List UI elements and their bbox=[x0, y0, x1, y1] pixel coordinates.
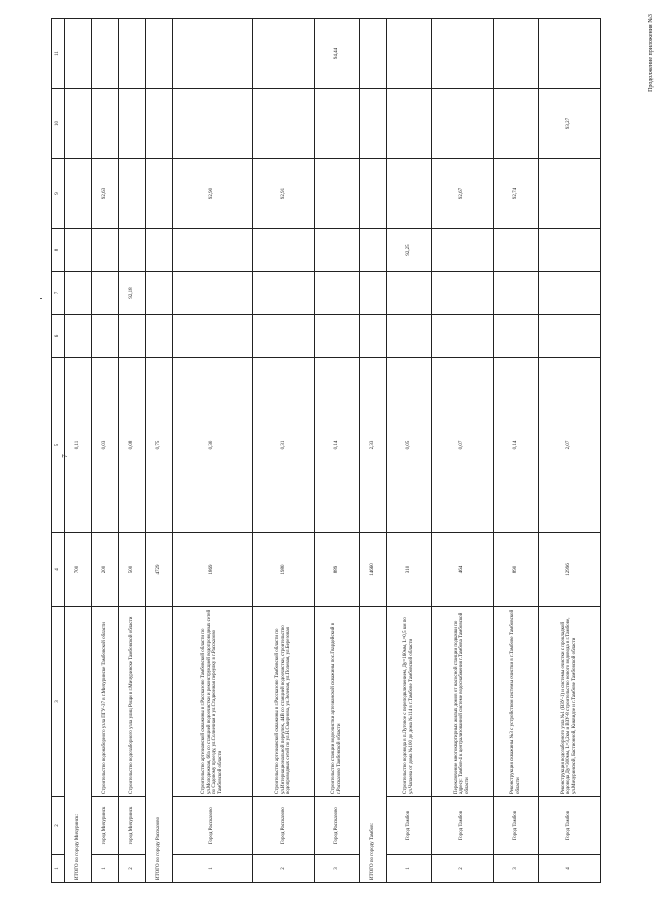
empty-cell bbox=[65, 315, 92, 358]
row-value-c7 bbox=[172, 272, 252, 315]
row-city: Город Тамбов bbox=[538, 797, 600, 855]
row-value-c10 bbox=[386, 89, 431, 159]
row-value-c6 bbox=[172, 315, 252, 358]
row-value-c11 bbox=[118, 19, 145, 89]
header-row bbox=[52, 19, 65, 883]
row-value-c9 bbox=[118, 159, 145, 229]
empty-cell bbox=[359, 89, 386, 159]
total-label: ИТОГО по городу Рассказово bbox=[145, 607, 172, 883]
total-cost: 14660 bbox=[359, 533, 386, 607]
row-value-c8 bbox=[91, 229, 118, 272]
row-value-c10 bbox=[493, 89, 538, 159]
row-value-c4: 889 bbox=[315, 533, 360, 607]
row-value-c5: 0,14 bbox=[315, 358, 360, 533]
table-row bbox=[91, 19, 118, 883]
empty-cell bbox=[145, 229, 172, 272]
row-value-c5: 0,14 bbox=[493, 358, 538, 533]
row-value-c5: 0,30 bbox=[172, 358, 252, 533]
row-value-c7 bbox=[538, 272, 600, 315]
row-value-c11 bbox=[252, 19, 314, 89]
row-value-c11 bbox=[91, 19, 118, 89]
empty-cell bbox=[65, 272, 92, 315]
row-value-c5: 0,08 bbox=[118, 358, 145, 533]
investment-table bbox=[51, 18, 601, 883]
row-city: Город Тамбов bbox=[493, 797, 538, 855]
header-cell: 5 bbox=[52, 358, 65, 533]
row-value-c9 bbox=[315, 159, 360, 229]
row-value-c6 bbox=[315, 315, 360, 358]
row-value-c5: 0,05 bbox=[386, 358, 431, 533]
row-value-c10 bbox=[431, 89, 493, 159]
row-city: город Мичуринск bbox=[91, 797, 118, 855]
row-value-c8 bbox=[538, 229, 600, 272]
row-value-c7 bbox=[91, 272, 118, 315]
row-value-c6 bbox=[493, 315, 538, 358]
row-number: 1 bbox=[386, 855, 431, 883]
row-value-c4: 12996 bbox=[538, 533, 600, 607]
table-row bbox=[386, 19, 431, 883]
header-cell: 2 bbox=[52, 797, 65, 855]
row-value-c11 bbox=[538, 19, 600, 89]
row-value-c8 bbox=[118, 229, 145, 272]
empty-cell bbox=[145, 272, 172, 315]
header-cell: 8 bbox=[52, 229, 65, 272]
row-description: Реконструкция водозаборного узла №1 (ВЗУ-1) и системы очистки с прокладкой водовода Ду=300мм, L=3,2км и ВЗУ-8 строительство нового водовода в г.Тамбове, ул.Мичуринской, Бастионной, Киквидзе и г.Тамбове Тамбовской области bbox=[538, 607, 600, 797]
header-cell: 10 bbox=[52, 89, 65, 159]
total-col11 bbox=[145, 19, 172, 89]
row-value-c11 bbox=[386, 19, 431, 89]
row-number: 4 bbox=[538, 855, 600, 883]
row-description: Строительство водовода в п.Луговое с переподключением, Ду=160мм, L=0,5 км по ул.Чапаева от дома №100 до дома №114 в г.Тамбове Тамбовской области bbox=[386, 607, 431, 797]
row-value-c10 bbox=[315, 89, 360, 159]
empty-cell bbox=[359, 229, 386, 272]
row-description: Строительство артезианской скважины в г.Рассказово Тамбовской области по ул.Интернациональной переулок, 44В со станцией водоочистки, строительство водопроводных сетей по ул.Н.Смирнова, ул.Зеленая, ул.Полевая, ул.Березовая bbox=[252, 607, 314, 797]
empty-cell bbox=[359, 159, 386, 229]
row-number: 1 bbox=[91, 855, 118, 883]
row-value-c8: 92,25 bbox=[386, 229, 431, 272]
total-row bbox=[65, 19, 92, 883]
row-city: город Мичуринск bbox=[118, 797, 145, 855]
row-value-c9: 92,63 bbox=[91, 159, 118, 229]
row-value-c10 bbox=[118, 89, 145, 159]
header-cell: 3 bbox=[52, 607, 65, 797]
row-value-c11 bbox=[431, 19, 493, 89]
total-label: ИТОГО по городу Тамбов: bbox=[359, 607, 386, 883]
empty-cell bbox=[145, 159, 172, 229]
row-value-c11 bbox=[493, 19, 538, 89]
row-value-c7 bbox=[386, 272, 431, 315]
row-description: Переключение многоквартирных жилых домов от насосной станции подкачки по адресу: Тамбов-4 к централизованной системе водоснабжения г.Тамбова Тамбовской области bbox=[431, 607, 493, 797]
table-row bbox=[172, 19, 252, 883]
scan-dot bbox=[40, 298, 42, 299]
row-number: 3 bbox=[493, 855, 538, 883]
total-cost: 700 bbox=[65, 533, 92, 607]
row-value-c8 bbox=[315, 229, 360, 272]
empty-cell bbox=[145, 315, 172, 358]
empty-cell bbox=[65, 229, 92, 272]
total-row bbox=[359, 19, 386, 883]
row-value-c9: 92,90 bbox=[172, 159, 252, 229]
row-value-c6 bbox=[538, 315, 600, 358]
row-value-c10 bbox=[91, 89, 118, 159]
header-cell: 9 bbox=[52, 159, 65, 229]
total-share: 0,75 bbox=[145, 358, 172, 533]
row-value-c6 bbox=[431, 315, 493, 358]
row-value-c8 bbox=[431, 229, 493, 272]
row-value-c10: 93,27 bbox=[538, 89, 600, 159]
row-value-c9: 92,67 bbox=[431, 159, 493, 229]
total-row bbox=[145, 19, 172, 883]
row-value-c4: 500 bbox=[118, 533, 145, 607]
header-cell: 4 bbox=[52, 533, 65, 607]
row-number: 1 bbox=[172, 855, 252, 883]
row-value-c4: 200 bbox=[91, 533, 118, 607]
row-value-c9: 92,74 bbox=[493, 159, 538, 229]
row-value-c4: 890 bbox=[493, 533, 538, 607]
row-value-c11 bbox=[172, 19, 252, 89]
row-description: Строительство водонаборного узла ПГУ-37 в г.Мичуринске Тамбовской области bbox=[91, 607, 118, 797]
row-value-c10 bbox=[252, 89, 314, 159]
row-value-c6 bbox=[386, 315, 431, 358]
table-row bbox=[118, 19, 145, 883]
empty-cell bbox=[145, 89, 172, 159]
header-cell: 7 bbox=[52, 272, 65, 315]
row-value-c6 bbox=[91, 315, 118, 358]
row-number: 2 bbox=[252, 855, 314, 883]
row-value-c7 bbox=[252, 272, 314, 315]
row-value-c5: 0,03 bbox=[91, 358, 118, 533]
total-share: 0,11 bbox=[65, 358, 92, 533]
empty-cell bbox=[359, 315, 386, 358]
row-value-c8 bbox=[252, 229, 314, 272]
row-value-c7 bbox=[431, 272, 493, 315]
appendix-label: Продолжение приложения №3 bbox=[647, 14, 654, 92]
page-number: 7 bbox=[60, 454, 69, 458]
row-city: Город Рассказово bbox=[315, 797, 360, 855]
row-value-c9: 92,91 bbox=[252, 159, 314, 229]
header-cell: 11 bbox=[52, 19, 65, 89]
empty-cell bbox=[65, 159, 92, 229]
header-cell: 6 bbox=[52, 315, 65, 358]
row-value-c7: 92,18 bbox=[118, 272, 145, 315]
row-description: Строительство станции водоочистки артезианской скважины пос.Гвардейский в г.Рассказово Тамбовской области bbox=[315, 607, 360, 797]
row-city: Город Тамбов bbox=[386, 797, 431, 855]
row-value-c8 bbox=[172, 229, 252, 272]
row-number: 3 bbox=[315, 855, 360, 883]
row-value-c5: 0,31 bbox=[252, 358, 314, 533]
total-share: 2,33 bbox=[359, 358, 386, 533]
total-cost: 4729 bbox=[145, 533, 172, 607]
row-number: 2 bbox=[118, 855, 145, 883]
row-value-c4: 310 bbox=[386, 533, 431, 607]
table-row bbox=[431, 19, 493, 883]
row-city: Город Рассказово bbox=[252, 797, 314, 855]
row-description: Строительство водозаборного узла улиц Рощи в г.Мичуринске Тамбовской области bbox=[118, 607, 145, 797]
row-description: Строительство артезианской скважины в г.Рассказово Тамбовской области по ул.Молодежная, 60а со станцией водоочистки и реконструкцией водопроводных сетей по Садовому проезду, ул.Солнечная и ул.Стадионная переулку в г.Рассказово Тамбовской области bbox=[172, 607, 252, 797]
table-row bbox=[493, 19, 538, 883]
empty-cell bbox=[65, 89, 92, 159]
row-value-c9 bbox=[538, 159, 600, 229]
total-label: ИТОГО по городу Мичуринск: bbox=[65, 607, 92, 883]
table-row bbox=[538, 19, 600, 883]
row-value-c4: 1869 bbox=[172, 533, 252, 607]
row-value-c7 bbox=[493, 272, 538, 315]
row-city: Город Рассказово bbox=[172, 797, 252, 855]
row-number: 2 bbox=[431, 855, 493, 883]
row-value-c10 bbox=[172, 89, 252, 159]
total-col11 bbox=[65, 19, 92, 89]
total-col11 bbox=[359, 19, 386, 89]
table-row bbox=[315, 19, 360, 883]
row-value-c5: 0,07 bbox=[431, 358, 493, 533]
row-value-c7 bbox=[315, 272, 360, 315]
header-cell: 1 bbox=[52, 855, 65, 883]
table-row bbox=[252, 19, 314, 883]
row-value-c11: 94,44 bbox=[315, 19, 360, 89]
row-value-c5: 2,07 bbox=[538, 358, 600, 533]
row-value-c6 bbox=[252, 315, 314, 358]
row-value-c8 bbox=[493, 229, 538, 272]
row-value-c6 bbox=[118, 315, 145, 358]
row-value-c9 bbox=[386, 159, 431, 229]
row-description: Реконструкция скважины №3 с устройством системы очистки в г.Тамбове Тамбовской области bbox=[493, 607, 538, 797]
row-city: Город Тамбов bbox=[431, 797, 493, 855]
rotated-table-container bbox=[51, 19, 601, 883]
empty-cell bbox=[359, 272, 386, 315]
row-value-c4: 1980 bbox=[252, 533, 314, 607]
row-value-c4: 464 bbox=[431, 533, 493, 607]
